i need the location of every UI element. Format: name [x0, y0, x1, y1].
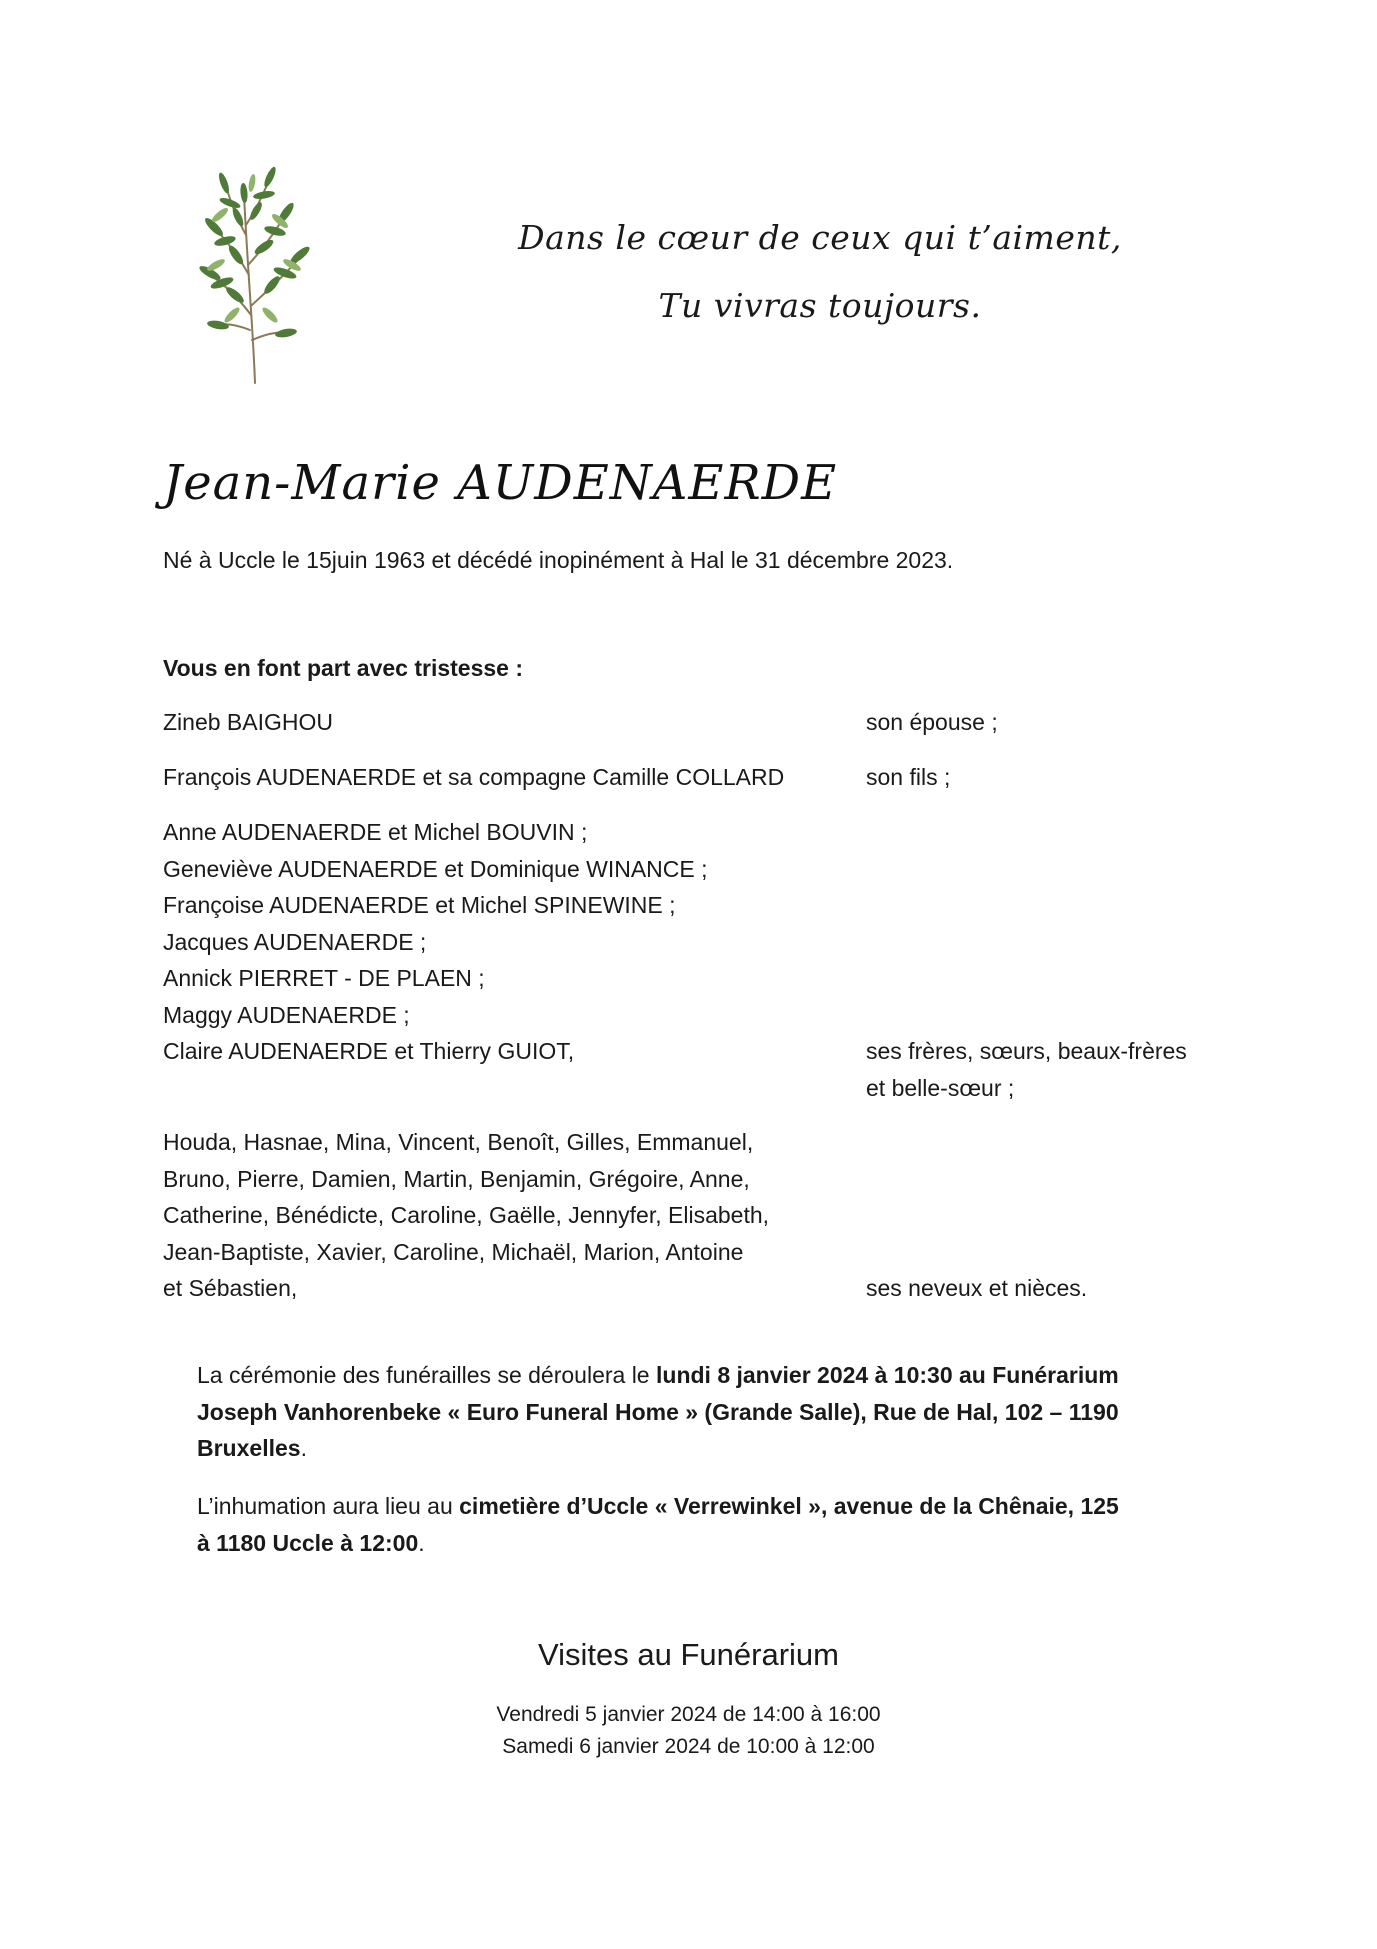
- funeral-address: Joseph Vanhorenbeke « Euro Funeral Home » (Grande Salle), Rue de Hal, 102 – 1190: [197, 1398, 1119, 1425]
- family-group-nephews-relation: [866, 1270, 1286, 1307]
- family-group-nephews-names: [163, 1124, 843, 1307]
- family-relation-line: et belle-sœur ;: [866, 1074, 1015, 1101]
- epigraph-line-2: Tu vivras toujours.: [658, 286, 982, 325]
- deceased-name: Jean-Marie AUDENAERDE: [163, 455, 838, 511]
- family-name-line: Claire AUDENAERDE et Thierry GUIOT,: [163, 1038, 575, 1064]
- olive-branch-icon: [180, 155, 330, 385]
- visit-time: Vendredi 5 janvier 2024 de 14:00 à 16:00: [496, 1703, 881, 1726]
- burial-paragraph: [197, 1488, 1217, 1561]
- funeral-text: La cérémonie des funérailles se déroulera le: [197, 1362, 656, 1388]
- family-group-siblings-names: [163, 814, 843, 1070]
- family-name-line: Bruno, Pierre, Damien, Martin, Benjamin, Grégoire, Anne,: [163, 1165, 750, 1192]
- visit-time: Samedi 6 janvier 2024 de 10:00 à 12:00: [502, 1735, 875, 1758]
- family-name-line: Françoise AUDENAERDE et Michel SPINEWINE ;: [163, 892, 676, 918]
- family-name-line: Geneviève AUDENAERDE et Dominique WINANCE ;: [163, 855, 708, 882]
- family-relation-line: ses frères, sœurs, beaux-frères: [866, 1038, 1187, 1064]
- burial-city-time: à 1180 Uccle à 12:00: [197, 1529, 419, 1556]
- burial-place: cimetière d’Uccle « Verrewinkel », avenue de la Chênaie, 125: [459, 1493, 1119, 1519]
- family-group-son-relation: [866, 759, 1286, 796]
- funeral-city: Bruxelles: [197, 1435, 301, 1461]
- family-name-line: et Sébastien,: [163, 1275, 298, 1301]
- family-name-line: Catherine, Bénédicte, Caroline, Gaëlle, Jennyfer, Elisabeth,: [163, 1202, 770, 1228]
- epigraph-line-1: Dans le cœur de ceux qui t’aiment,: [518, 218, 1122, 257]
- family-group-son-names: [163, 759, 843, 796]
- family-group-spouse-relation: [866, 704, 1286, 741]
- family-name-line: Jean-Baptiste, Xavier, Caroline, Michaël, Marion, Antoine: [163, 1238, 744, 1265]
- burial-period: .: [418, 1529, 425, 1556]
- funeral-date-place: lundi 8 janvier 2024 à 10:30 au Funérarium: [656, 1362, 1119, 1388]
- birth-death-line: Né à Uccle le 15juin 1963 et décédé inopinément à Hal le 31 décembre 2023.: [163, 547, 954, 573]
- family-name-line: Anne AUDENAERDE et Michel BOUVIN ;: [163, 819, 588, 845]
- visits-title: Visites au Funérarium: [538, 1637, 839, 1672]
- family-group-siblings-relation: [866, 1033, 1286, 1106]
- family-relation-line: son épouse ;: [866, 709, 998, 735]
- family-name-line: François AUDENAERDE et sa compagne Camille COLLARD: [163, 764, 785, 790]
- funeral-ceremony-paragraph: [197, 1357, 1217, 1467]
- family-name-line: Houda, Hasnae, Mina, Vincent, Benoît, Gilles, Emmanuel,: [163, 1129, 754, 1155]
- family-name-line: Jacques AUDENAERDE ;: [163, 928, 427, 955]
- family-name-line: Annick PIERRET - DE PLAEN ;: [163, 965, 485, 991]
- family-group-spouse-names: [163, 704, 843, 741]
- funeral-period: .: [300, 1435, 307, 1461]
- burial-text: L’inhumation aura lieu au: [197, 1493, 460, 1519]
- family-relation-line: ses neveux et nièces.: [866, 1275, 1088, 1301]
- family-name-line: Maggy AUDENAERDE ;: [163, 1001, 410, 1028]
- family-name-line: Zineb BAIGHOU: [163, 709, 333, 735]
- family-relation-line: son fils ;: [866, 764, 951, 790]
- announcement-intro: Vous en font part avec tristesse :: [163, 655, 524, 681]
